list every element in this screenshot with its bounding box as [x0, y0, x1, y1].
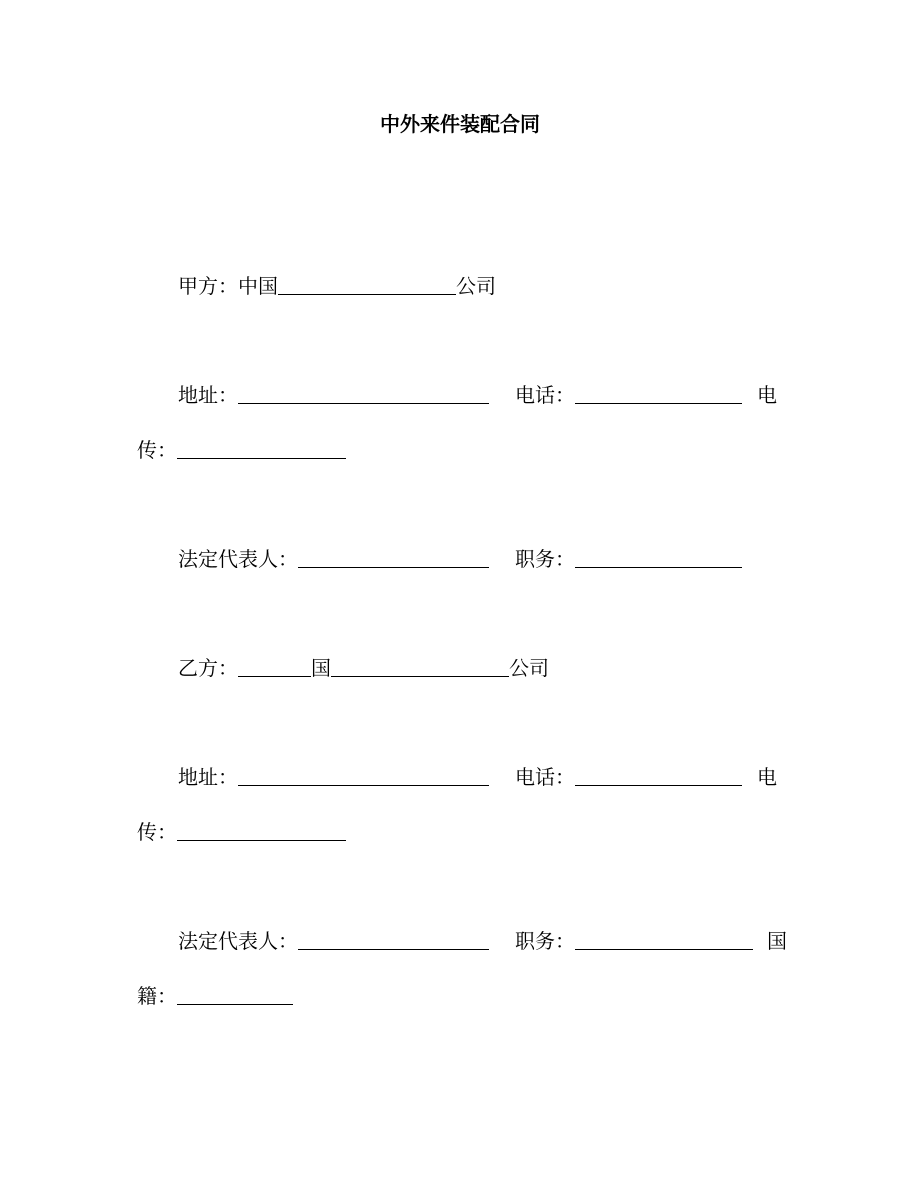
- party-b-fax-label-part2: 传：: [137, 820, 177, 844]
- party-a-phone-blank: [575, 383, 742, 404]
- party-a-rep-label: 法定代表人：: [178, 547, 298, 571]
- party-b-rep-label: 法定代表人：: [178, 929, 298, 953]
- party-a-phone-label: 电话：: [515, 383, 575, 407]
- party-a-rep-line: [178, 545, 489, 573]
- party-a-fax-blank: [177, 438, 346, 459]
- party-a-name-blank: [278, 274, 456, 295]
- party-b-name-suffix: 公司: [509, 656, 549, 680]
- party-a-fax-label-part2: 传：: [137, 438, 177, 462]
- party-b-nationality-label-part1: 国: [767, 929, 787, 953]
- party-a-position-blank: [575, 547, 742, 568]
- party-b-address-line: [178, 763, 489, 791]
- document-title: 中外来件装配合同: [380, 112, 540, 136]
- party-b-nationality-label-part1-line: [767, 927, 787, 955]
- party-a-rep-blank: [298, 547, 489, 568]
- party-a-name-suffix: 公司: [456, 274, 496, 298]
- party-b-position-label: 职务：: [515, 929, 575, 953]
- party-b-country-blank: [238, 656, 311, 677]
- party-a-fax-label-part1: 电: [757, 383, 777, 407]
- party-a-address-label: 地址：: [178, 383, 238, 407]
- party-b-phone-line: [515, 763, 742, 791]
- party-a-position-label: 职务：: [515, 547, 575, 571]
- party-b-address-label: 地址：: [178, 765, 238, 789]
- party-b-rep-blank: [298, 929, 489, 950]
- party-b-fax-blank: [177, 820, 346, 841]
- party-a-name-label: 甲方：中国: [178, 274, 278, 298]
- party-b-country-suffix: 国: [311, 656, 331, 680]
- party-b-rep-line: [178, 927, 489, 955]
- party-a-fax-label-part1-line: [757, 381, 777, 409]
- party-b-nationality-line: [137, 982, 293, 1010]
- party-b-nationality-label-part2: 籍：: [137, 984, 177, 1008]
- party-b-name-label: 乙方：: [178, 656, 238, 680]
- party-a-position-line: [515, 545, 742, 573]
- party-a-address-blank: [238, 383, 489, 404]
- party-b-address-blank: [238, 765, 489, 786]
- party-a-fax-line: [137, 436, 346, 464]
- party-b-position-line: [515, 927, 753, 955]
- party-b-name-line: [178, 654, 549, 682]
- party-b-phone-label: 电话：: [515, 765, 575, 789]
- party-b-fax-line: [137, 818, 346, 846]
- party-b-fax-label-part1: 电: [757, 765, 777, 789]
- party-a-name-line: [178, 272, 496, 300]
- party-a-address-line: [178, 381, 489, 409]
- party-b-fax-label-part1-line: [757, 763, 777, 791]
- party-a-phone-line: [515, 381, 742, 409]
- party-b-position-blank: [575, 929, 753, 950]
- party-b-nationality-blank: [177, 984, 293, 1005]
- party-b-phone-blank: [575, 765, 742, 786]
- party-b-name-blank: [331, 656, 509, 677]
